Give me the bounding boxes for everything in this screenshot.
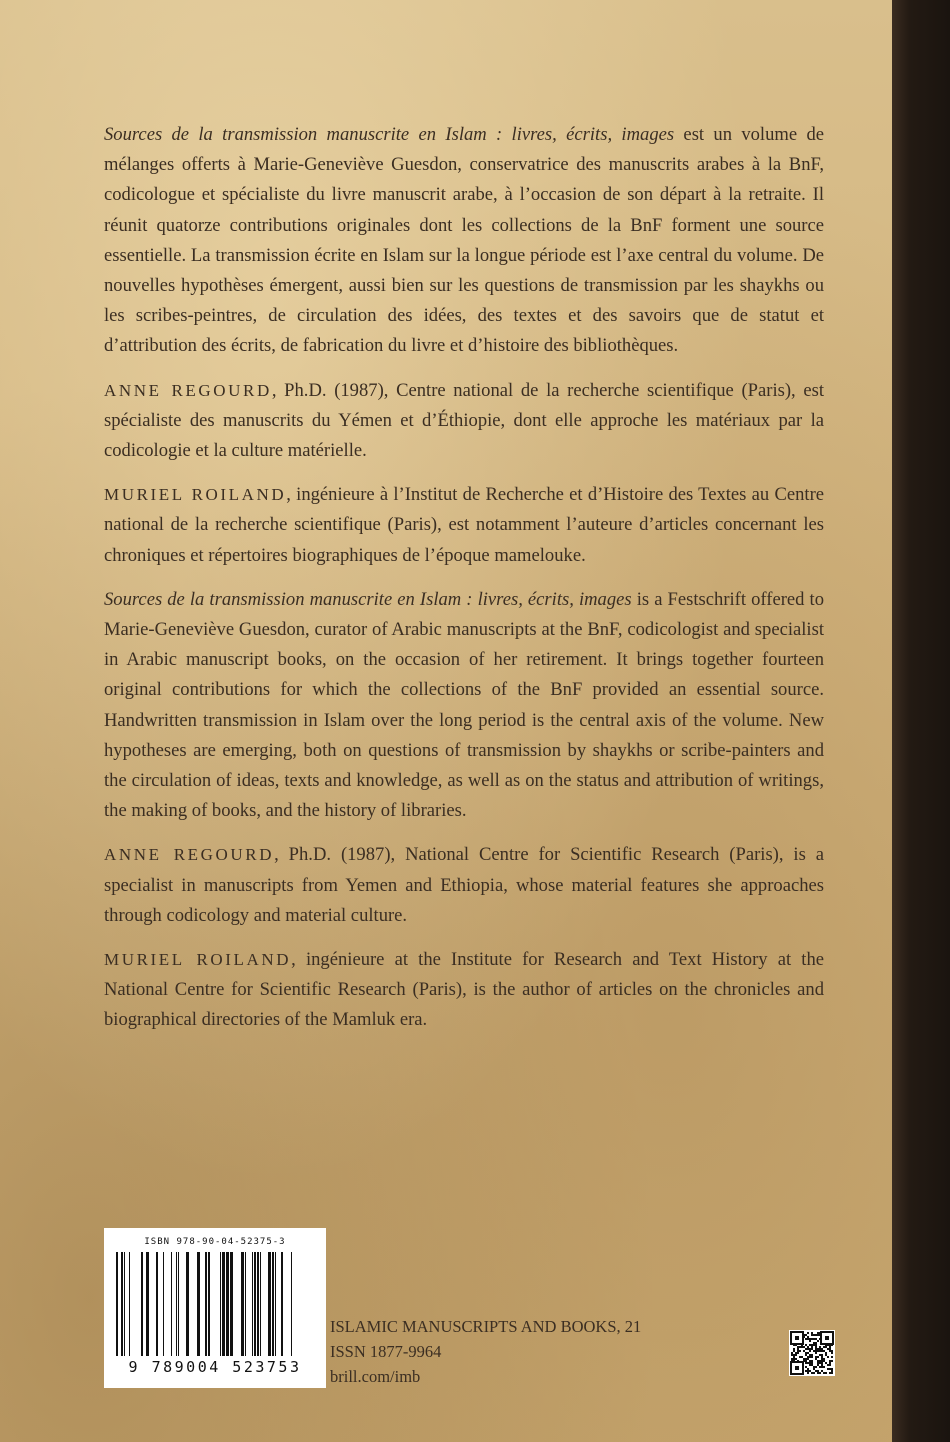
en-roiland-text: , ingénieure at the Institute for Research and Text History at the National Centre for Scientific Research (Paris), is the author of articles on the chronicles and biographical directories of the Mamluk era. <box>104 949 824 1031</box>
isbn-barcode <box>104 1228 326 1388</box>
fr-description-text: est un volume de mélanges offerts à Marie-Geneviève Guesdon, conservatrice des manuscrits arabes à la BnF, codicologue et spécialiste du livre manuscrit arabe, à l’occasion de son départ à la retraite. Il réunit quatorze contributions originales dont les collections de la BnF forment une source essentielle. La transmission écrite en Islam sur la longue période est l’axe central du volume. De nouvelles hypothèses émergent, aussi bien sur les questions de transmission par les shaykhs ou les scribes-peintres, de circulation des idées, des textes et des savoirs que de statut et d’attribution des écrits, de fabrication du livre et d’histoire des bibliothèques. <box>104 124 824 357</box>
fr-regourd-name: ANNE REGOURD <box>104 380 272 400</box>
publisher-url: brill.com/imb <box>330 1367 421 1386</box>
qr-code-icon <box>789 1330 835 1376</box>
fr-regourd-bio <box>104 376 824 467</box>
fr-description-paragraph <box>104 120 824 362</box>
series-info <box>330 1314 790 1389</box>
isbn-label: ISBN 978-90-04-52375-3 <box>144 1237 286 1247</box>
barcode-bars-icon <box>114 1252 316 1356</box>
fr-regourd-text: , Ph.D. (1987), Centre national de la recherche scientifique (Paris), est spécialiste des manuscrits du Yémen et d’Éthiopie, dont elle approche les matériaux par la codicologie et la culture matérielle. <box>104 379 824 462</box>
series-issn: ISSN 1877-9964 <box>330 1342 442 1361</box>
fr-roiland-text: , ingénieure à l’Institut de Recherche et d’Histoire des Textes au Centre national de la recherche scientifique (Paris), est notamment l’auteure d’articles concernant les chroniques et répertoires biographiques de l’époque mamelouke. <box>104 484 825 566</box>
en-regourd-name: ANNE REGOURD <box>104 845 275 865</box>
series-name: ISLAMIC MANUSCRIPTS AND BOOKS, 21 <box>330 1317 642 1336</box>
ean-digits: 9 789004 523753 <box>128 1358 302 1376</box>
book-spine-edge <box>892 0 950 1442</box>
en-regourd-bio <box>104 840 824 931</box>
en-description-text: is a Festschrift offered to Marie-Geneviève Guesdon, curator of Arabic manuscripts at the BnF, codicologist and specialist in Arabic manuscript books, on the occasion of her retirement. It brings together fourteen original contributions for which the collections of the BnF provided an essential source. Handwritten transmission in Islam over the long period is the central axis of the volume. New hypotheses are emerging, both on questions of transmission by shaykhs or scribe-painters and the circulation of ideas, texts and knowledge, as well as on the status and attribution of writings, the making of books, and the history of libraries. <box>104 588 824 822</box>
en-regourd-text: , Ph.D. (1987), National Centre for Scientific Research (Paris), is a specialist in manuscripts from Yemen and Ethiopia, whose material features she approaches through codicology and material culture. <box>104 844 824 926</box>
en-description-paragraph <box>104 585 824 827</box>
fr-roiland-bio <box>104 480 824 571</box>
blurb-text <box>104 120 824 1050</box>
en-book-title: Sources de la transmission manuscrite en Islam : livres, écrits, images <box>104 588 632 610</box>
en-roiland-name: MURIEL ROILAND <box>104 950 292 970</box>
fr-roiland-name: MURIEL ROILAND <box>104 485 287 505</box>
en-roiland-bio <box>104 945 824 1036</box>
fr-book-title: Sources de la transmission manuscrite en Islam : livres, écrits, images <box>104 124 675 145</box>
